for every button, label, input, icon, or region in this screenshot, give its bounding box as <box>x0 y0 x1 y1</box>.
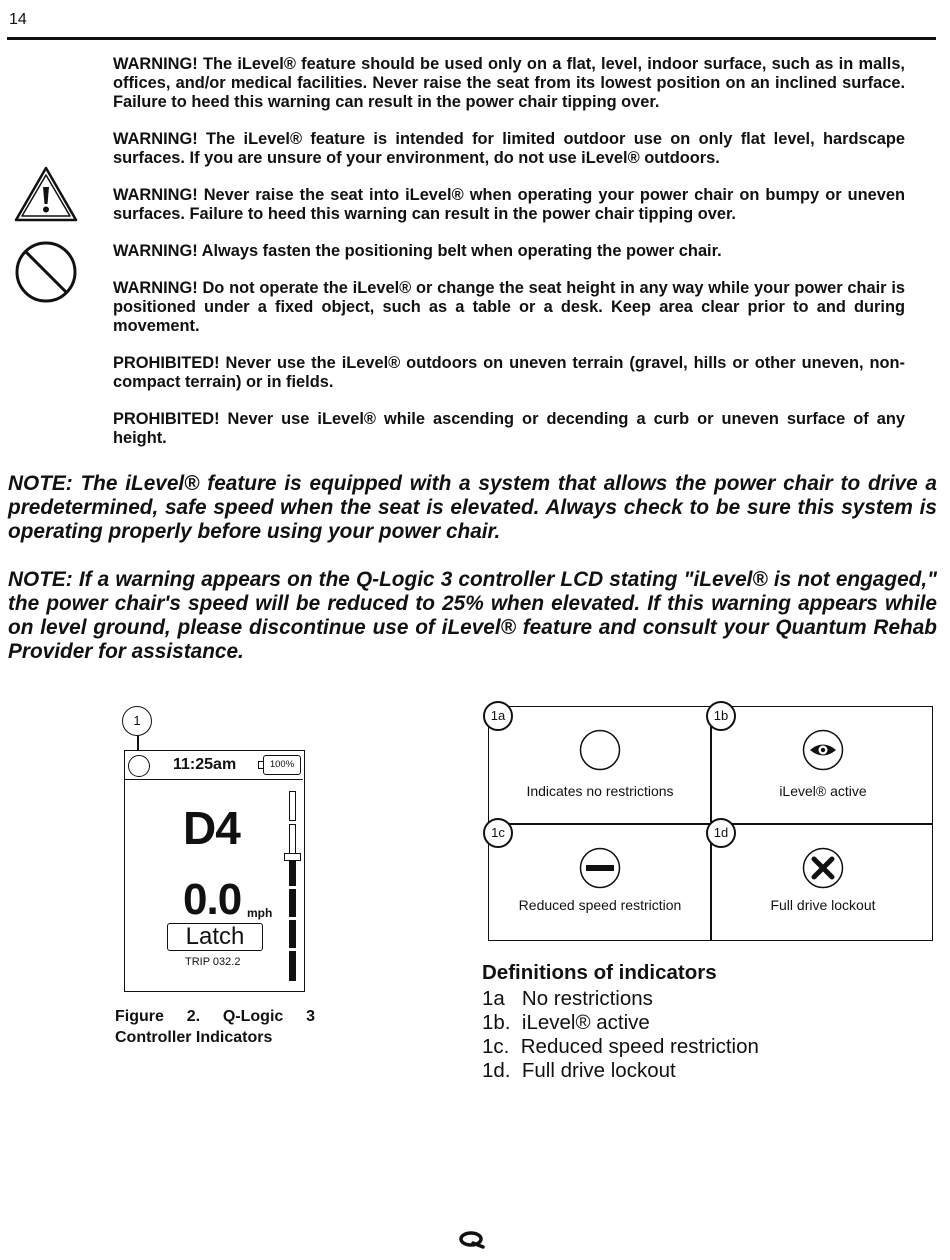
indicator-badge: 1a <box>483 701 513 731</box>
empty-circle-icon <box>579 729 621 771</box>
definition-item: 1d. Full drive lockout <box>482 1059 676 1082</box>
warning-item: WARNING! The iLevel® feature should be used only on a flat, level, indoor surface, such as in malls, offices, and/or medical facilities. Never raise the seat from its lowest position on an inclined surface. Failure to heed this warning can result in the power chair tipping over. <box>113 55 905 111</box>
speed-readout: 0.0 <box>183 875 242 924</box>
definitions-list <box>482 987 922 1083</box>
indicator-label: Indicates no restrictions <box>526 783 674 799</box>
status-indicator-icon <box>128 755 150 777</box>
prohibited-item: PROHIBITED! Never use the iLevel® outdoors on uneven terrain (gravel, hills or other uneven, non-compact terrain) or in fields. <box>113 354 905 391</box>
speed-bar-segment <box>289 791 296 821</box>
drive-mode: D4 <box>183 802 240 854</box>
header-rule <box>7 37 936 40</box>
prohibited-item: PROHIBITED! Never use iLevel® while ascending or decending a curb or uneven surface of any height. <box>113 410 905 447</box>
definition-item: 1a No restrictions <box>482 987 653 1010</box>
note-paragraph: NOTE: If a warning appears on the Q-Logic 3 controller LCD stating "iLevel® is not engaged," the power chair's speed will be reduced to 25% when elevated. If this warning appears while on level ground, please discontinue use of iLevel® feature and consult your Quantum Rehab Provider for assistance. <box>8 568 937 663</box>
warning-item: WARNING! Never raise the seat into iLevel® when operating your power chair on bumpy or uneven surfaces. Failure to heed this warning can result in the power chair tipping over. <box>113 186 905 223</box>
controller-status-bar <box>125 751 303 780</box>
indicator-label: Full drive lockout <box>770 897 876 913</box>
indicator-cell-1a <box>489 707 711 824</box>
speed-bar-segment <box>289 824 296 856</box>
definitions-title: Definitions of indicators <box>482 961 717 984</box>
speed-bar-segment <box>289 920 296 948</box>
speed-slider-handle <box>284 853 301 861</box>
controller-time: 11:25am <box>173 756 237 773</box>
minus-circle-icon <box>579 847 621 889</box>
indicator-cell-1c <box>489 825 711 942</box>
battery-icon: 100% <box>263 755 301 775</box>
speed-bar-segment <box>289 861 296 886</box>
warnings-list <box>113 55 905 466</box>
trip-odometer: TRIP 032.2 <box>185 956 241 968</box>
indicator-cell-1b <box>712 707 934 824</box>
callout-badge: 1 <box>122 706 152 736</box>
definition-item: 1c. Reduced speed restriction <box>482 1035 759 1058</box>
indicator-label: iLevel® active <box>779 783 867 799</box>
indicator-badge: 1c <box>483 818 513 848</box>
prohibited-circle-icon <box>14 240 78 304</box>
warning-item: WARNING! Always fasten the positioning belt when operating the power chair. <box>113 242 722 260</box>
speed-bar-segment <box>289 951 296 981</box>
indicator-label: Reduced speed restriction <box>518 897 682 913</box>
eye-icon <box>802 729 844 771</box>
x-circle-icon <box>802 847 844 889</box>
quantum-q-logo <box>459 1231 485 1249</box>
warning-item: WARNING! Do not operate the iLevel® or change the seat height in any way while your power chair is positioned under a fixed object, such as a table or a desk. Keep area clear prior to and during movement. <box>113 279 905 335</box>
page-number: 14 <box>9 11 27 28</box>
speed-bar-segment <box>289 889 296 917</box>
indicator-badge: 1d <box>706 818 736 848</box>
controller-display <box>124 750 305 992</box>
definitions-section <box>482 961 922 1083</box>
indicator-badge: 1b <box>706 701 736 731</box>
caution-triangle-icon <box>14 166 78 223</box>
warning-item: WARNING! The iLevel® feature is intended for limited outdoor use on only flat level, hardscape surfaces. If you are unsure of your environment, do not use iLevel® outdoors. <box>113 130 905 167</box>
speed-unit: mph <box>247 906 273 920</box>
definition-item: 1b. iLevel® active <box>482 1011 650 1034</box>
figure-caption: Figure 2. Q-Logic 3 Controller Indicators <box>115 1008 315 1046</box>
latch-label: Latch <box>167 923 263 951</box>
indicator-cell-1d <box>712 825 934 942</box>
note-paragraph: NOTE: The iLevel® feature is equipped with a system that allows the power chair to drive a predetermined, safe speed when the seat is elevated. Always check to be sure this system is operating properly before using your power chair. <box>8 472 937 543</box>
